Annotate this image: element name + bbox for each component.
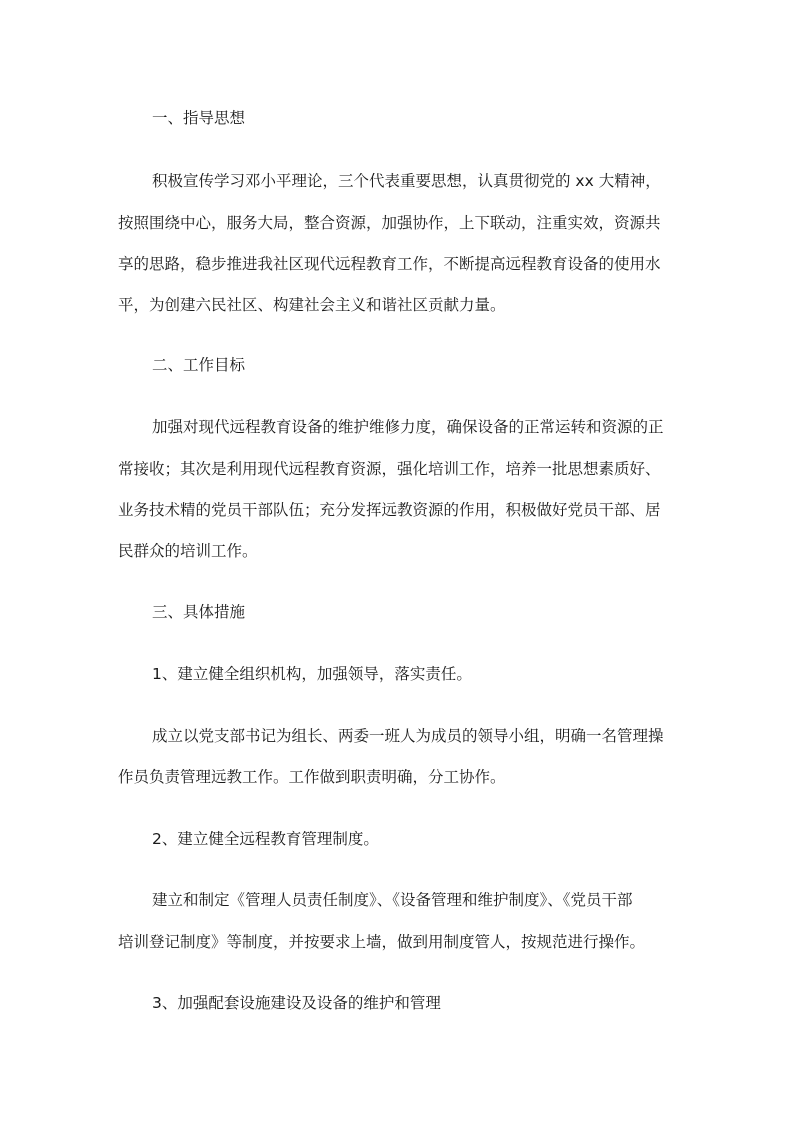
section-heading-work-goals: 二、工作目标 bbox=[152, 356, 246, 374]
paragraph-line: 作员负责管理远教工作。工作做到职责明确，分工协作。 bbox=[118, 768, 506, 786]
section-heading-guiding-thought: 一、指导思想 bbox=[152, 109, 246, 127]
paragraph-line: 民群众的培训工作。 bbox=[118, 542, 258, 560]
paragraph-line: 平，为创建六民社区、构建社会主义和谐社区贡献力量。 bbox=[118, 296, 506, 314]
section-heading-measures: 三、具体措施 bbox=[152, 603, 246, 621]
paragraph-line: 培训登记制度》等制度，并按要求上墙，做到用制度管人，按规范进行操作。 bbox=[118, 933, 646, 951]
paragraph-line: 成立以党支部书记为组长、两委一班人为成员的领导小组，明确一名管理操 bbox=[152, 727, 664, 745]
paragraph-line: 建立和制定《管理人员责任制度》、《设备管理和维护制度》、《党员干部 bbox=[152, 891, 633, 909]
paragraph-line: 按照围绕中心，服务大局，整合资源，加强协作，上下联动，注重实效，资源共 bbox=[118, 214, 661, 232]
item-title-1: 1、建立健全组织机构，加强领导，落实责任。 bbox=[152, 665, 472, 683]
paragraph-line: 加强对现代远程教育设备的维护维修力度，确保设备的正常运转和资源的正 bbox=[152, 418, 664, 436]
paragraph-line: 常接收；其次是利用现代远程教育资源，强化培训工作，培养一批思想素质好、 bbox=[118, 460, 661, 478]
item-title-3: 3、加强配套设施建设及设备的维护和管理 bbox=[152, 994, 441, 1012]
item-title-2: 2、建立健全远程教育管理制度。 bbox=[152, 830, 379, 848]
paragraph-line: 享的思路，稳步推进我社区现代远程教育工作，不断提高远程教育设备的使用水 bbox=[118, 255, 661, 273]
paragraph-line: 业务技术精的党员干部队伍；充分发挥远教资源的作用，积极做好党员干部、居 bbox=[118, 501, 661, 519]
paragraph-line: 积极宣传学习邓小平理论，三个代表重要思想，认真贯彻党的 xx 大精神， bbox=[152, 172, 661, 190]
